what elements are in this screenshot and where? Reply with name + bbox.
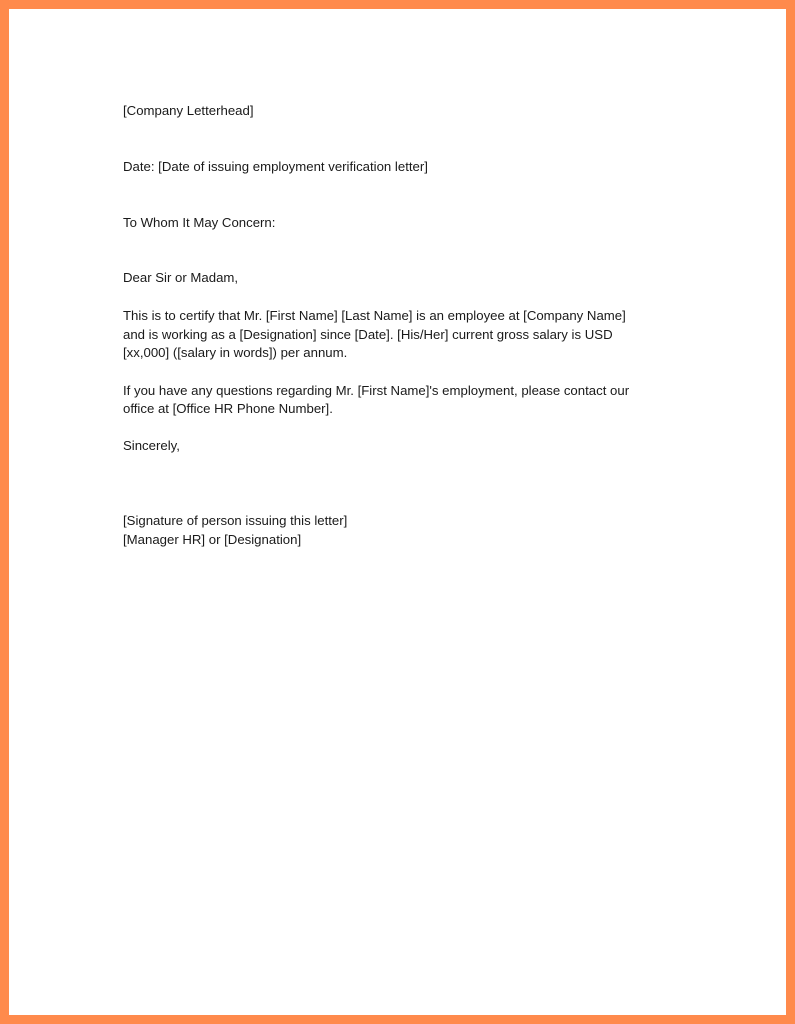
date-line: Date: [Date of issuing employment verification letter] — [123, 159, 428, 174]
closing: Sincerely, — [123, 438, 180, 453]
body-paragraph-1-line-2: and is working as a [Designation] since [Date]. [His/Her] current gross salary is USD — [123, 327, 613, 342]
letterhead: [Company Letterhead] — [123, 103, 254, 118]
body-paragraph-2-line-1: If you have any questions regarding Mr. [First Name]'s employment, please contact our — [123, 383, 630, 398]
body-paragraph-1-line-1: This is to certify that Mr. [First Name] [Last Name] is an employee at [Company Name] — [123, 308, 626, 323]
signature-line: [Signature of person issuing this letter] — [123, 513, 348, 528]
body-paragraph-2-line-2: office at [Office HR Phone Number]. — [123, 401, 333, 416]
designation-line: [Manager HR] or [Designation] — [123, 532, 302, 547]
body-paragraph-1-line-3: [xx,000] ([salary in words]) per annum. — [123, 345, 348, 360]
to-whom-line: To Whom It May Concern: — [123, 215, 276, 230]
salutation: Dear Sir or Madam, — [123, 270, 239, 285]
